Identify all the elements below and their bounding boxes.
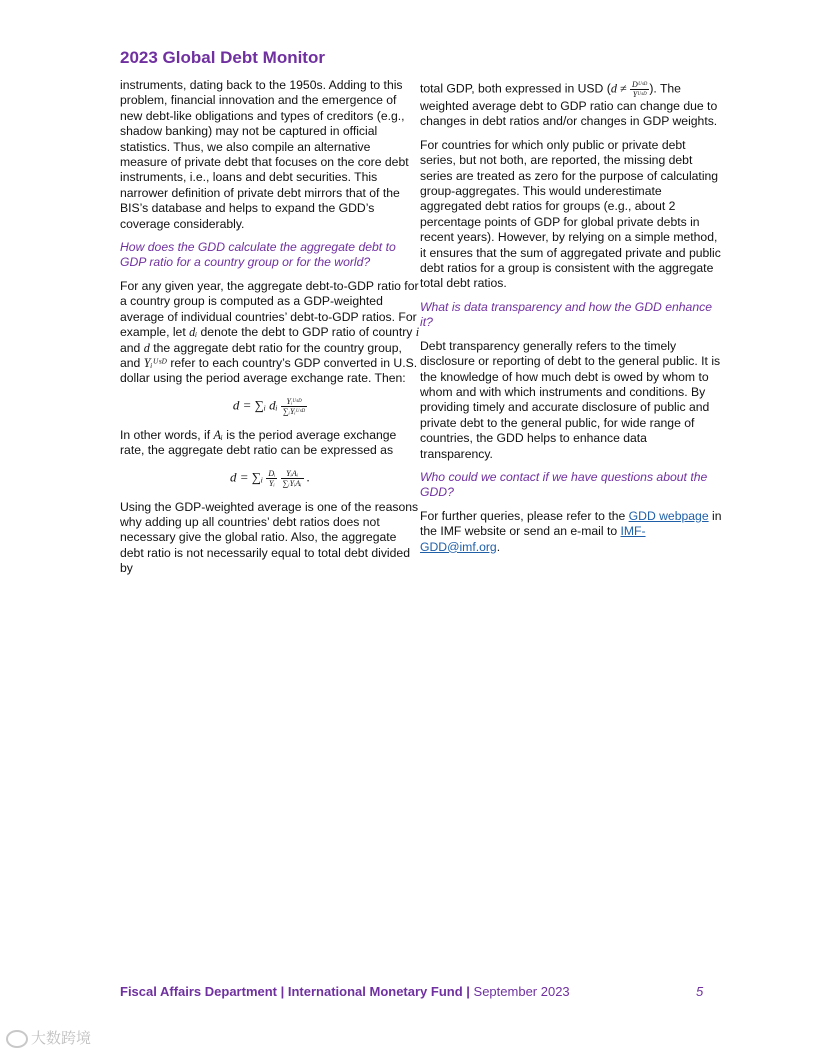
footer-organization: Fiscal Affairs Department | International Monetary Fund | [120, 984, 470, 999]
fraction [281, 469, 304, 488]
text-run: and [120, 340, 141, 355]
fraction [281, 397, 307, 416]
text-run: For any given year, the aggregate debt-to-GDP ratio for a country group is computed as a GDP-weighted average of individual countries’ debt-to-GDP ratios. For example, let [120, 278, 419, 340]
page-footer [120, 984, 570, 999]
text-run: For further queries, please refer to the [420, 508, 626, 523]
math-symbol: dᵢ [189, 325, 198, 340]
equation-weighted-average [120, 397, 420, 416]
paragraph [420, 80, 722, 130]
fraction-denominator: Yᵁˢᴰ [632, 90, 647, 99]
paragraph [120, 279, 420, 387]
math-symbol: d [143, 340, 150, 355]
equation-lhs: d = ∑ᵢ dᵢ [232, 397, 278, 413]
text-run: in the IMF website or send an e-mail to [420, 508, 722, 539]
watermark-logo-icon [6, 1030, 28, 1048]
text-run: denote the debt to GDP ratio of country [200, 325, 413, 340]
text-run: total GDP, both expressed in USD ( [420, 81, 611, 96]
math-symbol: d ≠ [610, 81, 627, 96]
equation-lhs: d = ∑ᵢ [230, 469, 264, 485]
question-heading: Who could we contact if we have questions about the GDD? [420, 469, 708, 500]
text-run: . [496, 539, 501, 554]
math-symbol: Aᵢ [213, 427, 223, 442]
fraction-denominator: ∑ᵢYᵢAᵢ [282, 478, 302, 488]
fraction-numerator: Dᵢ [268, 468, 276, 478]
gdd-webpage-link[interactable]: GDD webpage [628, 508, 709, 523]
watermark-text: 大数跨境 [31, 1030, 92, 1047]
watermark [6, 1027, 91, 1048]
paragraph: For countries for which only public or private debt series, but not both, are reported, the missing debt series are treated as zero for the purpose of calculating group-aggregates. This would underestimate aggregated debt ratios for groups (e.g., about 2 percentage points of GDP for global private debts in recent years). However, by relying on a simple method, it ensures that the sum of aggregated private and public debt ratios for a group is consistent with the aggregate total debt ratios. [420, 137, 721, 291]
text-run: refer to each country’s GDP converted in U.S. dollar using the period average exchange rate. Then: [120, 355, 418, 386]
footer-date: September 2023 [473, 984, 570, 999]
page-number: 5 [696, 984, 704, 999]
text-run: the aggregate debt ratio for the country group, and [120, 340, 402, 370]
fraction [266, 469, 277, 488]
paragraph [420, 509, 722, 555]
equation-exchange-rate [120, 469, 420, 488]
paragraph: Using the GDP-weighted average is one of the reasons why adding up all countries’ debt ratios does not necessary give the global ratio. Also, the aggregate debt ratio is not necessarily equal to total debt divided by [120, 499, 419, 576]
text-run: is the period average exchange rate, the aggregate debt ratio can be expressed as [120, 427, 397, 458]
left-column [120, 78, 420, 585]
fraction-numerator: Dᵁˢᴰ [632, 80, 648, 89]
fraction-numerator: YᵢAᵢ [281, 469, 304, 479]
fraction-numerator: Yᵢᵁˢᴰ [281, 397, 307, 407]
text-run: In other words, if [120, 427, 211, 442]
email-link[interactable]: IMF-GDD@imf.org [420, 524, 646, 554]
right-column [420, 80, 722, 563]
fraction-denominator: Yᵢ [269, 478, 275, 488]
math-symbol: i [415, 325, 420, 340]
paragraph [120, 428, 420, 459]
paragraph: Debt transparency generally refers to the timely disclosure or reporting of debt to the general public. It is the knowledge of how much debt is owed by whom to whom and with which instruments and conditions. By providing timely and accurate disclosure of public and private debt to the general public, for wide range of countries, the GDD helps to enhance data transparency. [420, 338, 721, 461]
question-heading: What is data transparency and how the GDD enhance it? [420, 299, 712, 330]
text-run: ). The weighted average debt to GDP ratio can change due to changes in debt ratios and/or changes in GDP weights. [420, 81, 718, 129]
equation-period: . [306, 469, 310, 485]
fraction-denominator: ∑ᵢYᵢᵁˢᴰ [282, 406, 306, 416]
fraction [630, 80, 649, 99]
paragraph: instruments, dating back to the 1950s. Adding to this problem, financial innovation and the emergence of new debt-like obligations and types of creditors (e.g., shadow banking) may not be captured in official statistics. Thus, we also compile an alternative measure of private debt that focuses on the core debt instruments, i.e., loans and debt securities. This narrower definition of private debt mirrors that of the BIS’s database and helps to expand the GDD’s coverage considerably. [120, 78, 409, 231]
page-title: 2023 Global Debt Monitor [120, 48, 325, 67]
math-symbol: Yᵢᵁˢᴰ [143, 355, 167, 370]
question-heading: How does the GDD calculate the aggregate debt to GDP ratio for a country group or for the world? [120, 240, 396, 270]
